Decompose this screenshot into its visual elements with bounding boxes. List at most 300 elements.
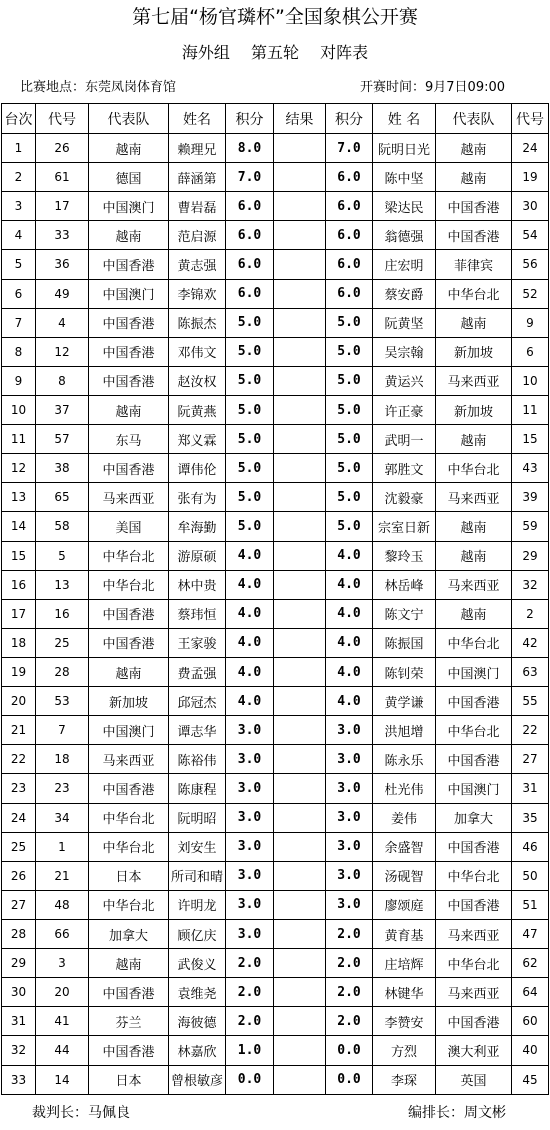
player-name-cell: 牟海勤 — [169, 512, 226, 541]
score-cell: 5.0 — [226, 512, 274, 541]
result-cell — [274, 192, 326, 221]
result-cell — [274, 803, 326, 832]
round-label: 第五轮 — [250, 43, 299, 62]
opponent-score-cell: 5.0 — [326, 454, 373, 483]
opponent-name-cell: 陈钊荣 — [373, 657, 436, 686]
board-number-cell: 30 — [2, 978, 36, 1007]
board-number-cell: 16 — [2, 570, 36, 599]
opponent-score-cell: 3.0 — [326, 745, 373, 774]
opponent-team-cell: 越南 — [436, 163, 512, 192]
opponent-code-cell: 43 — [512, 454, 549, 483]
opponent-score-cell: 5.0 — [326, 337, 373, 366]
player-code-cell: 21 — [36, 861, 89, 890]
player-code-cell: 66 — [36, 919, 89, 948]
header-result: 结果 — [274, 104, 326, 134]
team-cell: 马来西亚 — [89, 745, 169, 774]
opponent-team-cell: 中国香港 — [436, 221, 512, 250]
opponent-name-cell: 庄培辉 — [373, 949, 436, 978]
result-cell — [274, 221, 326, 250]
score-cell: 7.0 — [226, 163, 274, 192]
opponent-team-cell: 中国香港 — [436, 192, 512, 221]
result-cell — [274, 570, 326, 599]
score-cell: 3.0 — [226, 803, 274, 832]
opponent-score-cell: 4.0 — [326, 687, 373, 716]
opponent-code-cell: 54 — [512, 221, 549, 250]
opponent-name-cell: 阮明日光 — [373, 134, 436, 163]
opponent-score-cell: 3.0 — [326, 774, 373, 803]
player-name-cell: 郑义霖 — [169, 425, 226, 454]
header-team-2: 代表队 — [436, 104, 512, 134]
board-number-cell: 21 — [2, 716, 36, 745]
opponent-name-cell: 黎玲玉 — [373, 541, 436, 570]
score-cell: 3.0 — [226, 716, 274, 745]
team-cell: 中国香港 — [89, 337, 169, 366]
player-name-cell: 费孟强 — [169, 657, 226, 686]
player-code-cell: 14 — [36, 1065, 89, 1095]
board-number-cell: 24 — [2, 803, 36, 832]
opponent-code-cell: 22 — [512, 716, 549, 745]
team-cell: 新加坡 — [89, 687, 169, 716]
result-cell — [274, 687, 326, 716]
team-cell: 中国香港 — [89, 454, 169, 483]
team-cell: 马来西亚 — [89, 483, 169, 512]
table-row — [2, 570, 549, 599]
opponent-team-cell: 越南 — [436, 134, 512, 163]
player-name-cell: 所司和晴 — [169, 861, 226, 890]
opponent-code-cell: 2 — [512, 599, 549, 628]
board-number-cell: 22 — [2, 745, 36, 774]
opponent-team-cell: 中国香港 — [436, 832, 512, 861]
player-name-cell: 黄志强 — [169, 250, 226, 279]
opponent-team-cell: 中国香港 — [436, 745, 512, 774]
team-cell: 越南 — [89, 134, 169, 163]
opponent-score-cell: 2.0 — [326, 978, 373, 1007]
opponent-team-cell: 越南 — [436, 512, 512, 541]
result-cell — [274, 279, 326, 308]
pairings-body — [2, 134, 549, 1095]
opponent-code-cell: 27 — [512, 745, 549, 774]
header-name: 姓名 — [169, 104, 226, 134]
opponent-code-cell: 35 — [512, 803, 549, 832]
score-cell: 1.0 — [226, 1036, 274, 1065]
result-cell — [274, 919, 326, 948]
opponent-name-cell: 翁德强 — [373, 221, 436, 250]
opponent-code-cell: 9 — [512, 308, 549, 337]
opponent-code-cell: 59 — [512, 512, 549, 541]
player-name-cell: 阮明昭 — [169, 803, 226, 832]
result-cell — [274, 716, 326, 745]
player-code-cell: 57 — [36, 425, 89, 454]
table-row — [2, 541, 549, 570]
score-cell: 4.0 — [226, 687, 274, 716]
table-row — [2, 745, 549, 774]
board-number-cell: 31 — [2, 1007, 36, 1036]
opponent-name-cell: 阮黄坚 — [373, 308, 436, 337]
table-row — [2, 512, 549, 541]
page-title: 第七届“杨官璘杯”全国象棋公开赛 — [132, 6, 418, 28]
board-number-cell: 17 — [2, 599, 36, 628]
score-cell: 2.0 — [226, 978, 274, 1007]
table-row — [2, 657, 549, 686]
opponent-team-cell: 马来西亚 — [436, 919, 512, 948]
score-cell: 6.0 — [226, 221, 274, 250]
opponent-team-cell: 中国香港 — [436, 687, 512, 716]
result-cell — [274, 890, 326, 919]
result-cell — [274, 657, 326, 686]
player-code-cell: 65 — [36, 483, 89, 512]
opponent-team-cell: 英国 — [436, 1065, 512, 1095]
table-row — [2, 978, 549, 1007]
opponent-name-cell: 陈振国 — [373, 628, 436, 657]
table-name-label: 对阵表 — [320, 43, 369, 62]
opponent-score-cell: 5.0 — [326, 425, 373, 454]
table-row — [2, 250, 549, 279]
team-cell: 中国香港 — [89, 1036, 169, 1065]
result-cell — [274, 425, 326, 454]
result-cell — [274, 978, 326, 1007]
opponent-score-cell: 5.0 — [326, 512, 373, 541]
board-number-cell: 1 — [2, 134, 36, 163]
opponent-score-cell: 2.0 — [326, 1007, 373, 1036]
result-cell — [274, 366, 326, 395]
opponent-score-cell: 5.0 — [326, 366, 373, 395]
header-score-2: 积分 — [326, 104, 373, 134]
player-code-cell: 48 — [36, 890, 89, 919]
table-row — [2, 890, 549, 919]
player-name-cell: 邓伟文 — [169, 337, 226, 366]
opponent-team-cell: 新加坡 — [436, 337, 512, 366]
opponent-name-cell: 许正豪 — [373, 395, 436, 424]
score-cell: 5.0 — [226, 308, 274, 337]
board-number-cell: 11 — [2, 425, 36, 454]
header-code: 代号 — [36, 104, 89, 134]
opponent-code-cell: 56 — [512, 250, 549, 279]
board-number-cell: 26 — [2, 861, 36, 890]
player-name-cell: 邱冠杰 — [169, 687, 226, 716]
opponent-team-cell: 中华台北 — [436, 861, 512, 890]
player-code-cell: 25 — [36, 628, 89, 657]
result-cell — [274, 628, 326, 657]
result-cell — [274, 250, 326, 279]
result-cell — [274, 337, 326, 366]
team-cell: 中国澳门 — [89, 192, 169, 221]
result-cell — [274, 774, 326, 803]
player-name-cell: 阮黄燕 — [169, 395, 226, 424]
score-cell: 6.0 — [226, 192, 274, 221]
board-number-cell: 9 — [2, 366, 36, 395]
opponent-team-cell: 中国香港 — [436, 1007, 512, 1036]
player-code-cell: 28 — [36, 657, 89, 686]
team-cell: 东马 — [89, 425, 169, 454]
result-cell — [274, 483, 326, 512]
opponent-score-cell: 3.0 — [326, 716, 373, 745]
opponent-score-cell: 3.0 — [326, 803, 373, 832]
player-name-cell: 袁维尧 — [169, 978, 226, 1007]
player-code-cell: 41 — [36, 1007, 89, 1036]
table-row — [2, 337, 549, 366]
score-cell: 5.0 — [226, 366, 274, 395]
player-name-cell: 陈康程 — [169, 774, 226, 803]
opponent-code-cell: 46 — [512, 832, 549, 861]
player-name-cell: 张有为 — [169, 483, 226, 512]
opponent-name-cell: 黄育基 — [373, 919, 436, 948]
team-cell: 越南 — [89, 221, 169, 250]
score-cell: 5.0 — [226, 395, 274, 424]
player-code-cell: 37 — [36, 395, 89, 424]
player-code-cell: 8 — [36, 366, 89, 395]
table-row — [2, 366, 549, 395]
team-cell: 日本 — [89, 1065, 169, 1095]
result-cell — [274, 599, 326, 628]
player-code-cell: 20 — [36, 978, 89, 1007]
opponent-name-cell: 陈中坚 — [373, 163, 436, 192]
team-cell: 中国香港 — [89, 308, 169, 337]
board-number-cell: 25 — [2, 832, 36, 861]
opponent-code-cell: 63 — [512, 657, 549, 686]
result-cell — [274, 454, 326, 483]
opponent-team-cell: 越南 — [436, 425, 512, 454]
score-cell: 4.0 — [226, 570, 274, 599]
table-row — [2, 919, 549, 948]
opponent-code-cell: 52 — [512, 279, 549, 308]
opponent-code-cell: 51 — [512, 890, 549, 919]
score-cell: 5.0 — [226, 483, 274, 512]
table-row — [2, 308, 549, 337]
table-row — [2, 1036, 549, 1065]
opponent-name-cell: 姜伟 — [373, 803, 436, 832]
opponent-code-cell: 11 — [512, 395, 549, 424]
opponent-name-cell: 洪旭增 — [373, 716, 436, 745]
opponent-name-cell: 宗室日新 — [373, 512, 436, 541]
opponent-name-cell: 郭胜文 — [373, 454, 436, 483]
team-cell: 越南 — [89, 949, 169, 978]
opponent-code-cell: 47 — [512, 919, 549, 948]
opponent-team-cell: 中国香港 — [436, 890, 512, 919]
opponent-name-cell: 庄宏明 — [373, 250, 436, 279]
player-name-cell: 范启源 — [169, 221, 226, 250]
board-number-cell: 32 — [2, 1036, 36, 1065]
table-row — [2, 861, 549, 890]
opponent-name-cell: 杜光伟 — [373, 774, 436, 803]
opponent-team-cell: 马来西亚 — [436, 978, 512, 1007]
player-name-cell: 薛涵第 — [169, 163, 226, 192]
opponent-name-cell: 陈文宁 — [373, 599, 436, 628]
player-name-cell: 陈裕伟 — [169, 745, 226, 774]
opponent-score-cell: 0.0 — [326, 1065, 373, 1095]
table-row — [2, 221, 549, 250]
player-name-cell: 武俊义 — [169, 949, 226, 978]
opponent-code-cell: 60 — [512, 1007, 549, 1036]
board-number-cell: 3 — [2, 192, 36, 221]
opponent-team-cell: 菲律宾 — [436, 250, 512, 279]
team-cell: 中华台北 — [89, 541, 169, 570]
player-code-cell: 7 — [36, 716, 89, 745]
opponent-name-cell: 李琛 — [373, 1065, 436, 1095]
board-number-cell: 23 — [2, 774, 36, 803]
opponent-score-cell: 6.0 — [326, 163, 373, 192]
opponent-team-cell: 越南 — [436, 541, 512, 570]
opponent-team-cell: 中华台北 — [436, 454, 512, 483]
opponent-score-cell: 6.0 — [326, 221, 373, 250]
player-code-cell: 38 — [36, 454, 89, 483]
opponent-score-cell: 4.0 — [326, 657, 373, 686]
opponent-code-cell: 30 — [512, 192, 549, 221]
player-name-cell: 李锦欢 — [169, 279, 226, 308]
opponent-name-cell: 林岳峰 — [373, 570, 436, 599]
player-name-cell: 谭伟伦 — [169, 454, 226, 483]
score-cell: 4.0 — [226, 628, 274, 657]
opponent-team-cell: 马来西亚 — [436, 570, 512, 599]
table-row — [2, 832, 549, 861]
group-label: 海外组 — [181, 43, 230, 62]
opponent-name-cell: 林键华 — [373, 978, 436, 1007]
score-cell: 4.0 — [226, 599, 274, 628]
team-cell: 中国香港 — [89, 599, 169, 628]
player-code-cell: 5 — [36, 541, 89, 570]
opponent-code-cell: 55 — [512, 687, 549, 716]
player-name-cell: 林嘉欣 — [169, 1036, 226, 1065]
score-cell: 5.0 — [226, 337, 274, 366]
score-cell: 6.0 — [226, 250, 274, 279]
result-cell — [274, 949, 326, 978]
chief-scheduler: 编排长：周文彬 — [408, 1105, 506, 1121]
opponent-code-cell: 6 — [512, 337, 549, 366]
opponent-score-cell: 3.0 — [326, 832, 373, 861]
table-row — [2, 483, 549, 512]
result-cell — [274, 308, 326, 337]
player-code-cell: 49 — [36, 279, 89, 308]
board-number-cell: 33 — [2, 1065, 36, 1095]
team-cell: 美国 — [89, 512, 169, 541]
player-code-cell: 3 — [36, 949, 89, 978]
team-cell: 中华台北 — [89, 890, 169, 919]
player-code-cell: 44 — [36, 1036, 89, 1065]
opponent-team-cell: 马来西亚 — [436, 483, 512, 512]
opponent-name-cell: 梁达民 — [373, 192, 436, 221]
board-number-cell: 5 — [2, 250, 36, 279]
board-number-cell: 6 — [2, 279, 36, 308]
table-row — [2, 687, 549, 716]
opponent-code-cell: 19 — [512, 163, 549, 192]
board-number-cell: 2 — [2, 163, 36, 192]
player-name-cell: 曾根敏彦 — [169, 1065, 226, 1095]
score-cell: 8.0 — [226, 134, 274, 163]
team-cell: 中国澳门 — [89, 279, 169, 308]
opponent-code-cell: 62 — [512, 949, 549, 978]
opponent-team-cell: 中华台北 — [436, 949, 512, 978]
score-cell: 2.0 — [226, 1007, 274, 1036]
result-cell — [274, 163, 326, 192]
player-code-cell: 1 — [36, 832, 89, 861]
opponent-score-cell: 4.0 — [326, 570, 373, 599]
board-number-cell: 10 — [2, 395, 36, 424]
board-number-cell: 14 — [2, 512, 36, 541]
player-name-cell: 许明龙 — [169, 890, 226, 919]
opponent-score-cell: 0.0 — [326, 1036, 373, 1065]
player-code-cell: 16 — [36, 599, 89, 628]
board-number-cell: 7 — [2, 308, 36, 337]
header-score: 积分 — [226, 104, 274, 134]
board-number-cell: 29 — [2, 949, 36, 978]
result-cell — [274, 861, 326, 890]
table-row — [2, 163, 549, 192]
player-code-cell: 26 — [36, 134, 89, 163]
board-number-cell: 15 — [2, 541, 36, 570]
score-cell: 0.0 — [226, 1065, 274, 1095]
opponent-team-cell: 新加坡 — [436, 395, 512, 424]
table-row — [2, 1065, 549, 1095]
opponent-code-cell: 32 — [512, 570, 549, 599]
table-row — [2, 454, 549, 483]
player-name-cell: 林中贵 — [169, 570, 226, 599]
board-number-cell: 12 — [2, 454, 36, 483]
table-row — [2, 134, 549, 163]
board-number-cell: 18 — [2, 628, 36, 657]
team-cell: 中国香港 — [89, 628, 169, 657]
player-name-cell: 赖理兄 — [169, 134, 226, 163]
result-cell — [274, 1007, 326, 1036]
header-code-2: 代号 — [512, 104, 549, 134]
opponent-score-cell: 4.0 — [326, 599, 373, 628]
opponent-name-cell: 蔡安爵 — [373, 279, 436, 308]
opponent-score-cell: 3.0 — [326, 861, 373, 890]
opponent-code-cell: 10 — [512, 366, 549, 395]
player-code-cell: 23 — [36, 774, 89, 803]
player-name-cell: 谭志华 — [169, 716, 226, 745]
chief-referee: 裁判长：马佩良 — [32, 1105, 130, 1121]
header-board: 台次 — [2, 104, 36, 134]
page-subtitle — [0, 42, 550, 64]
table-row — [2, 949, 549, 978]
team-cell: 加拿大 — [89, 919, 169, 948]
opponent-team-cell: 澳大利亚 — [436, 1036, 512, 1065]
score-cell: 3.0 — [226, 745, 274, 774]
player-code-cell: 4 — [36, 308, 89, 337]
opponent-code-cell: 45 — [512, 1065, 549, 1095]
opponent-code-cell: 15 — [512, 425, 549, 454]
table-row — [2, 628, 549, 657]
opponent-name-cell: 廖颂庭 — [373, 890, 436, 919]
player-code-cell: 36 — [36, 250, 89, 279]
header-team: 代表队 — [89, 104, 169, 134]
opponent-score-cell: 2.0 — [326, 949, 373, 978]
score-cell: 5.0 — [226, 454, 274, 483]
table-row — [2, 425, 549, 454]
opponent-score-cell: 6.0 — [326, 279, 373, 308]
score-cell: 6.0 — [226, 279, 274, 308]
board-number-cell: 13 — [2, 483, 36, 512]
table-row — [2, 192, 549, 221]
player-code-cell: 13 — [36, 570, 89, 599]
opponent-team-cell: 马来西亚 — [436, 366, 512, 395]
table-row — [2, 279, 549, 308]
player-code-cell: 34 — [36, 803, 89, 832]
score-cell: 3.0 — [226, 774, 274, 803]
team-cell: 中国香港 — [89, 250, 169, 279]
result-cell — [274, 1065, 326, 1095]
opponent-team-cell: 越南 — [436, 308, 512, 337]
opponent-team-cell: 加拿大 — [436, 803, 512, 832]
opponent-name-cell: 黄运兴 — [373, 366, 436, 395]
table-row — [2, 716, 549, 745]
table-row — [2, 1007, 549, 1036]
team-cell: 芬兰 — [89, 1007, 169, 1036]
opponent-name-cell: 吴宗翰 — [373, 337, 436, 366]
board-number-cell: 28 — [2, 919, 36, 948]
table-row — [2, 599, 549, 628]
team-cell: 中国香港 — [89, 366, 169, 395]
opponent-score-cell: 6.0 — [326, 250, 373, 279]
